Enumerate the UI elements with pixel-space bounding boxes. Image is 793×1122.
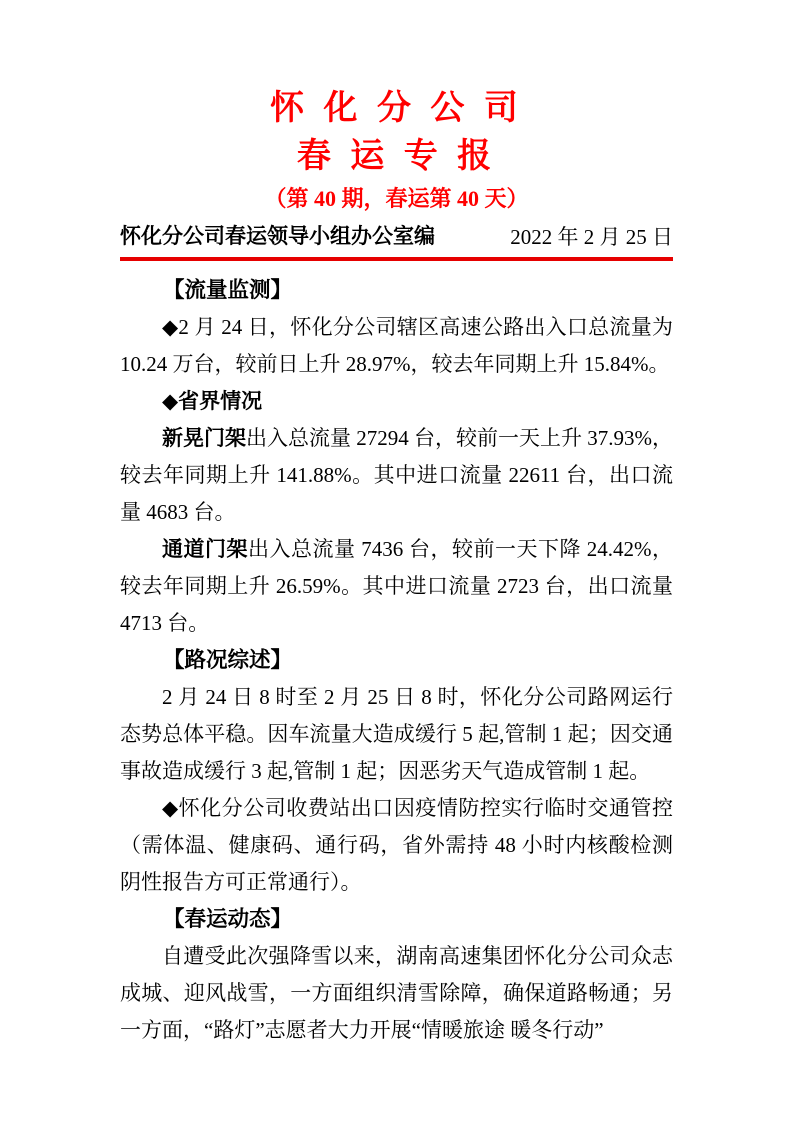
subheading-province-border: ◆省界情况 xyxy=(162,390,263,413)
company-title: 怀 化 分 公 司 xyxy=(270,89,523,127)
paragraph-total-flow: ◆2 月 24 日，怀化分公司辖区高速公路出入口总流量为 10.24 万台，较前日上升 28.97%，较去年同期上升 15.84%。 xyxy=(120,315,673,376)
paragraph-epidemic-control: ◆怀化分公司收费站出口因疫情防控实行临时交通管控（需体温、健康码、通行码，省外需持 48 小时内核酸检测阴性报告方可正常通行）。 xyxy=(120,796,673,894)
section-heading-traffic-monitoring: 【流量监测】 xyxy=(163,278,293,302)
paragraph-text: 出入总流量 27294 台，较前一天上升 37.93%，较去年同期上升 141.88%。其中进口流量 22611 台，出口流量 4683 台。 xyxy=(120,426,673,524)
byline-editor: 怀化分公司春运领导小组办公室编 xyxy=(120,225,435,248)
gantry-name-tongdao: 通道门架 xyxy=(162,538,248,561)
section-heading-spring-travel-updates: 【春运动态】 xyxy=(163,907,293,931)
report-title: 春 运 专 报 xyxy=(296,137,497,175)
document-body xyxy=(120,272,673,1049)
byline-date: 2022 年 2 月 25 日 xyxy=(510,225,673,249)
issue-number-line: （第 40 期，春运第 40 天） xyxy=(264,186,529,211)
section-heading-road-conditions: 【路况综述】 xyxy=(163,648,293,672)
paragraph-network-status: 2 月 24 日 8 时至 2 月 25 日 8 时，怀化分公司路网运行态势总体平稳。因车流量大造成缓行 5 起,管制 1 起；因交通事故造成缓行 3 起,管制 1 起；因恶劣天气造成管制 1 起。 xyxy=(120,685,673,783)
paragraph-xinhuang-gantry xyxy=(120,420,673,531)
paragraph-tongdao-gantry xyxy=(120,531,673,642)
paragraph-snow-response: 自遭受此次强降雪以来，湖南高速集团怀化分公司众志成城、迎风战雪，一方面组织清雪除障，确保道路畅通；另一方面，“路灯”志愿者大力开展“情暖旅途 暖冬行动” xyxy=(120,944,673,1042)
paragraph-text: 出入总流量 7436 台，较前一天下降 24.42%，较去年同期上升 26.59%。其中进口流量 2723 台，出口流量 4713 台。 xyxy=(120,537,673,635)
byline-row xyxy=(120,224,673,261)
gantry-name-xinhuang: 新晃门架 xyxy=(162,427,246,450)
